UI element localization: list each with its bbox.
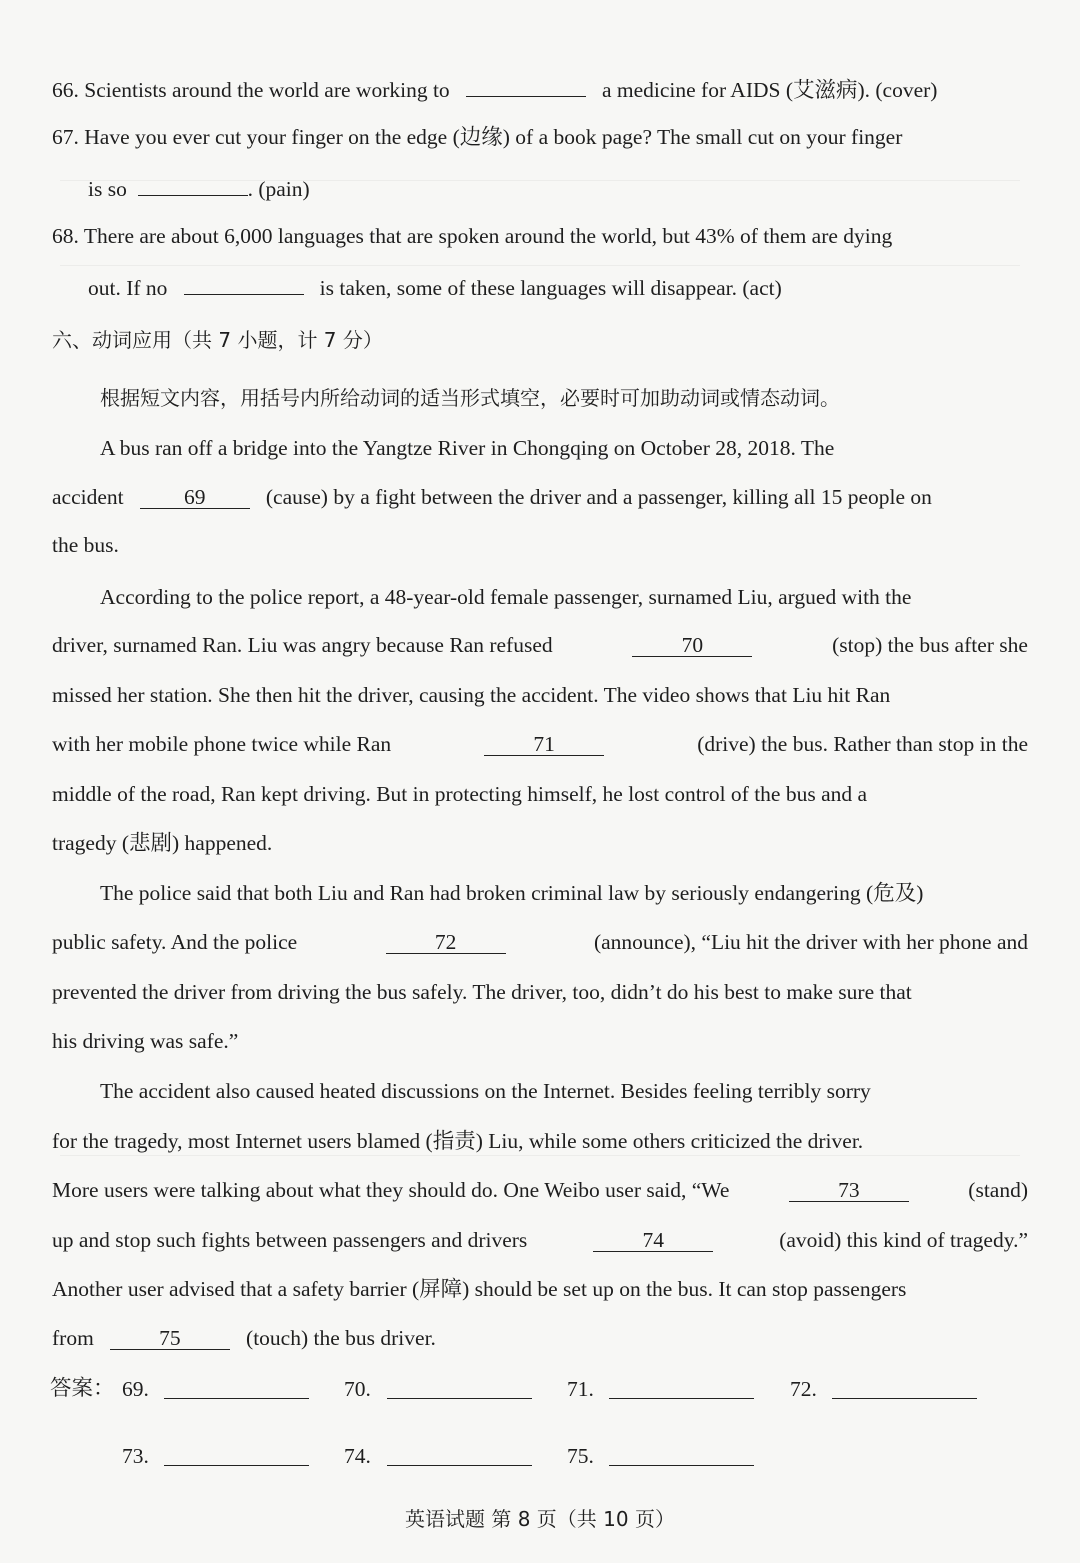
passage-text: More users were talking about what they should do. One Weibo user said, “We (52, 1178, 730, 1202)
question-number: 66. (52, 78, 79, 102)
blank-69[interactable]: 69 (140, 484, 250, 509)
question-text: out. If no (88, 276, 168, 300)
page-footer: 英语试题 第 8 页（共 10 页） (405, 1507, 675, 1531)
passage-line: According to the police report, a 48-year-old female passenger, surnamed Liu, argued with the (100, 585, 912, 609)
passage-text: from (52, 1326, 94, 1350)
passage-line (52, 1323, 1028, 1353)
question-text: is so (88, 177, 127, 201)
answer-number: 72. (790, 1377, 817, 1401)
blank-74[interactable]: 74 (593, 1227, 713, 1252)
section-instruction: 根据短文内容，用括号内所给动词的适当形式填空，必要时可加助动词或情态动词。 (100, 386, 840, 410)
blank-70[interactable]: 70 (632, 632, 752, 657)
answer-number: 73. (122, 1444, 149, 1468)
question-text: Scientists around the world are working to (84, 78, 450, 102)
question-66 (52, 72, 1028, 105)
answer-number: 69. (122, 1377, 149, 1401)
answer-field-75[interactable] (609, 1441, 754, 1466)
passage-text: (announce), “Liu hit the driver with her phone and (593, 930, 1028, 954)
passage-line (52, 729, 1028, 759)
answer-number: 74. (344, 1444, 371, 1468)
question-68 (52, 221, 1028, 251)
answer-field-70[interactable] (387, 1374, 532, 1399)
question-number: 67. (52, 125, 79, 149)
blank-71[interactable]: 71 (484, 731, 604, 756)
passage-line: for the tragedy, most Internet users blamed (指责) Liu, while some others criticized the driver. (52, 1129, 864, 1153)
bleed-through-mark (60, 265, 1020, 266)
question-text: There are about 6,000 languages that are spoken around the world, but 43% of them are dying (83, 224, 893, 248)
passage-text: accident (52, 485, 124, 509)
passage-line (52, 1175, 1028, 1205)
passage-text: (touch) the bus driver. (246, 1326, 436, 1350)
answer-blank[interactable] (138, 171, 248, 196)
question-text: . (pain) (247, 177, 310, 201)
passage-line: The accident also caused heated discussions on the Internet. Besides feeling terribly sorry (100, 1079, 871, 1103)
passage-text: public safety. And the police (52, 930, 298, 954)
blank-75[interactable]: 75 (110, 1325, 230, 1350)
passage-line: A bus ran off a bridge into the Yangtze River in Chongqing on October 28, 2018. The (100, 436, 835, 460)
passage-text: (stand) (968, 1178, 1028, 1202)
answer-number: 71. (567, 1377, 594, 1401)
passage-line: his driving was safe.” (52, 1029, 239, 1053)
answer-number: 70. (344, 1377, 371, 1401)
answer-field-72[interactable] (832, 1374, 977, 1399)
answer-field-69[interactable] (164, 1374, 309, 1399)
question-text: a medicine for AIDS (艾滋病). (cover) (601, 78, 938, 102)
passage-line (52, 482, 1028, 512)
passage-line (52, 630, 1028, 660)
question-text: Have you ever cut your finger on the edge (边缘) of a book page? The small cut on your finger (84, 125, 903, 149)
passage-line (52, 1225, 1028, 1255)
passage-text: (drive) the bus. Rather than stop in the (697, 732, 1028, 756)
answer-blank[interactable] (466, 72, 586, 97)
question-67 (52, 122, 1028, 152)
passage-line: missed her station. She then hit the driver, causing the accident. The video shows that Liu hit Ran (52, 683, 891, 707)
passage-text: (stop) the bus after she (832, 633, 1028, 657)
answer-blank[interactable] (184, 270, 304, 295)
answers-label: 答案： (50, 1376, 115, 1401)
passage-text: driver, surnamed Ran. Liu was angry because Ran refused (52, 633, 553, 657)
passage-text: (avoid) this kind of tragedy.” (779, 1228, 1028, 1252)
blank-72[interactable]: 72 (386, 929, 506, 954)
passage-line: middle of the road, Ran kept driving. But in protecting himself, he lost control of the bus and a (52, 782, 868, 806)
passage-line: Another user advised that a safety barrier (屏障) should be set up on the bus. It can stop passengers (52, 1277, 907, 1301)
question-68-line2 (88, 270, 1028, 303)
passage-text: up and stop such fights between passengers and drivers (52, 1228, 528, 1252)
passage-text: with her mobile phone twice while Ran (52, 732, 392, 756)
question-number: 68. (52, 224, 79, 248)
question-text: is taken, some of these languages will disappear. (act) (319, 276, 782, 300)
blank-73[interactable]: 73 (789, 1177, 909, 1202)
passage-line: tragedy (悲剧) happened. (52, 831, 273, 855)
answer-number: 75. (567, 1444, 594, 1468)
passage-text: (cause) by a fight between the driver and a passenger, killing all 15 people on (265, 485, 932, 509)
passage-line: the bus. (52, 533, 119, 557)
answer-field-74[interactable] (387, 1441, 532, 1466)
section-title: 六、动词应用（共 7 小题，计 7 分） (52, 328, 383, 352)
answer-field-73[interactable] (164, 1441, 309, 1466)
answer-field-71[interactable] (609, 1374, 754, 1399)
passage-line: prevented the driver from driving the bus safely. The driver, too, didn’t do his best to make sure that (52, 980, 912, 1004)
question-67-line2 (88, 171, 1028, 204)
passage-line (52, 927, 1028, 957)
passage-line: The police said that both Liu and Ran had broken criminal law by seriously endangering (危及) (100, 881, 924, 905)
